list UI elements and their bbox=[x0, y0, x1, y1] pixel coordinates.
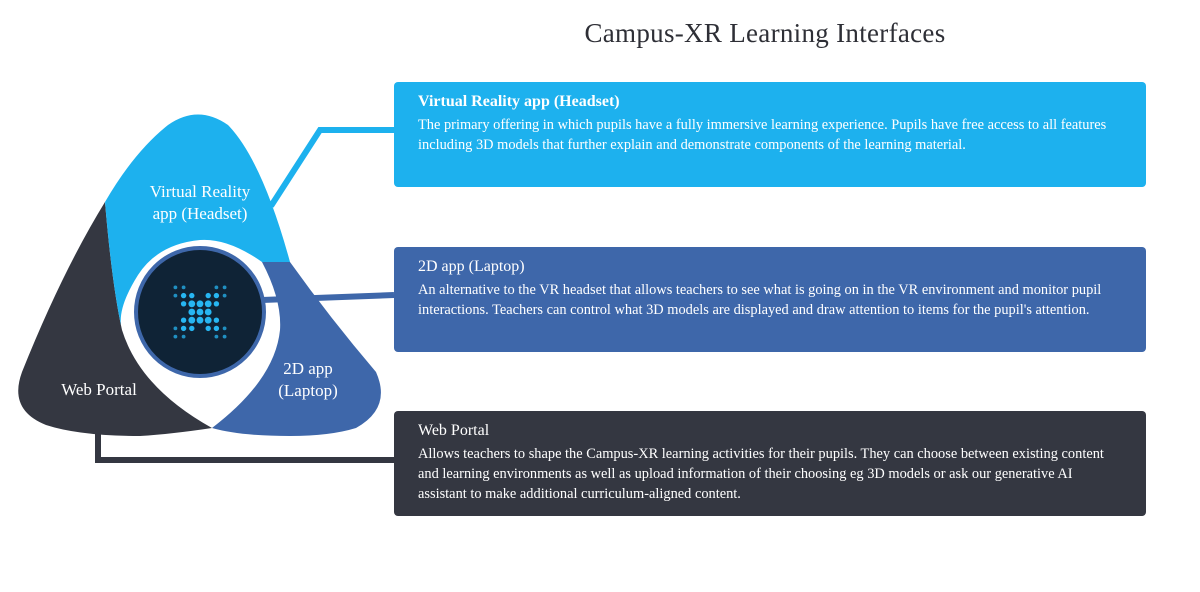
segment-2d-label-line2: (Laptop) bbox=[278, 381, 338, 400]
logo-dot bbox=[174, 286, 178, 290]
connector-web bbox=[98, 433, 394, 460]
logo-dot bbox=[205, 309, 212, 316]
logo-dot bbox=[214, 326, 219, 331]
segment-2d-label bbox=[258, 358, 358, 402]
logo-dot bbox=[214, 318, 219, 323]
logo-dot bbox=[214, 293, 219, 298]
logo-dot bbox=[205, 300, 212, 307]
logo-dot bbox=[197, 317, 204, 324]
logo-dot bbox=[215, 335, 219, 339]
logo-dot bbox=[182, 286, 186, 290]
card-web-portal bbox=[394, 411, 1146, 516]
logo-dot bbox=[215, 286, 219, 290]
logo-dot bbox=[188, 309, 195, 316]
logo-dot bbox=[174, 327, 178, 331]
logo-dot bbox=[214, 301, 219, 306]
logo-dot bbox=[189, 293, 194, 298]
logo-dot bbox=[206, 326, 211, 331]
connector-vr bbox=[271, 130, 394, 206]
logo-dot bbox=[206, 293, 211, 298]
logo-dot bbox=[174, 294, 178, 298]
logo-dot bbox=[223, 286, 227, 290]
segment-2d-label-line1: 2D app bbox=[283, 359, 333, 378]
card-2d-text: An alternative to the VR headset that allows teachers to see what is going on in the VR environment and monitor pupil interactions. Teachers can control what 3D models are displayed and draw attention to items for the pupil's attention. bbox=[418, 282, 1102, 318]
logo-dot bbox=[189, 326, 194, 331]
card-web-text: Allows teachers to shape the Campus-XR learning activities for their pupils. They can choose between existing content and learning environments as well as upload information of their choosing eg 3D models or ask our generative AI assistant to make additional curriculum-aligned content. bbox=[418, 446, 1104, 502]
card-web-heading: Web Portal bbox=[418, 422, 490, 439]
logo-dot bbox=[197, 300, 204, 307]
logo-dot bbox=[182, 335, 186, 339]
logo-dot bbox=[181, 301, 186, 306]
logo-dot bbox=[205, 317, 212, 324]
logo-dot bbox=[223, 327, 227, 331]
logo-dot bbox=[223, 294, 227, 298]
card-2d-heading: 2D app (Laptop) bbox=[418, 258, 525, 275]
card-vr-heading: Virtual Reality app (Headset) bbox=[418, 93, 620, 110]
logo-dot bbox=[223, 335, 227, 339]
segment-vr-label-line2: app (Headset) bbox=[152, 204, 248, 223]
logo-dot bbox=[188, 317, 195, 324]
card-vr-app bbox=[394, 82, 1146, 187]
segment-web-label: Web Portal bbox=[61, 380, 137, 399]
logo-dot bbox=[181, 326, 186, 331]
logo-dot bbox=[188, 300, 195, 307]
logo-dot bbox=[197, 309, 204, 316]
card-vr-text: The primary offering in which pupils have a fully immersive learning experience. Pupils have free access to all features including 3D models that further explain and demonstrate components of the learning material. bbox=[418, 117, 1107, 153]
diagram-title: Campus-XR Learning Interfaces bbox=[584, 18, 946, 48]
logo-dot bbox=[181, 293, 186, 298]
logo-dot bbox=[174, 335, 178, 339]
segment-vr-label-line1: Virtual Reality bbox=[149, 182, 251, 201]
segment-vr-label bbox=[128, 181, 272, 225]
card-2d-app bbox=[394, 247, 1146, 352]
logo-dot bbox=[181, 318, 186, 323]
